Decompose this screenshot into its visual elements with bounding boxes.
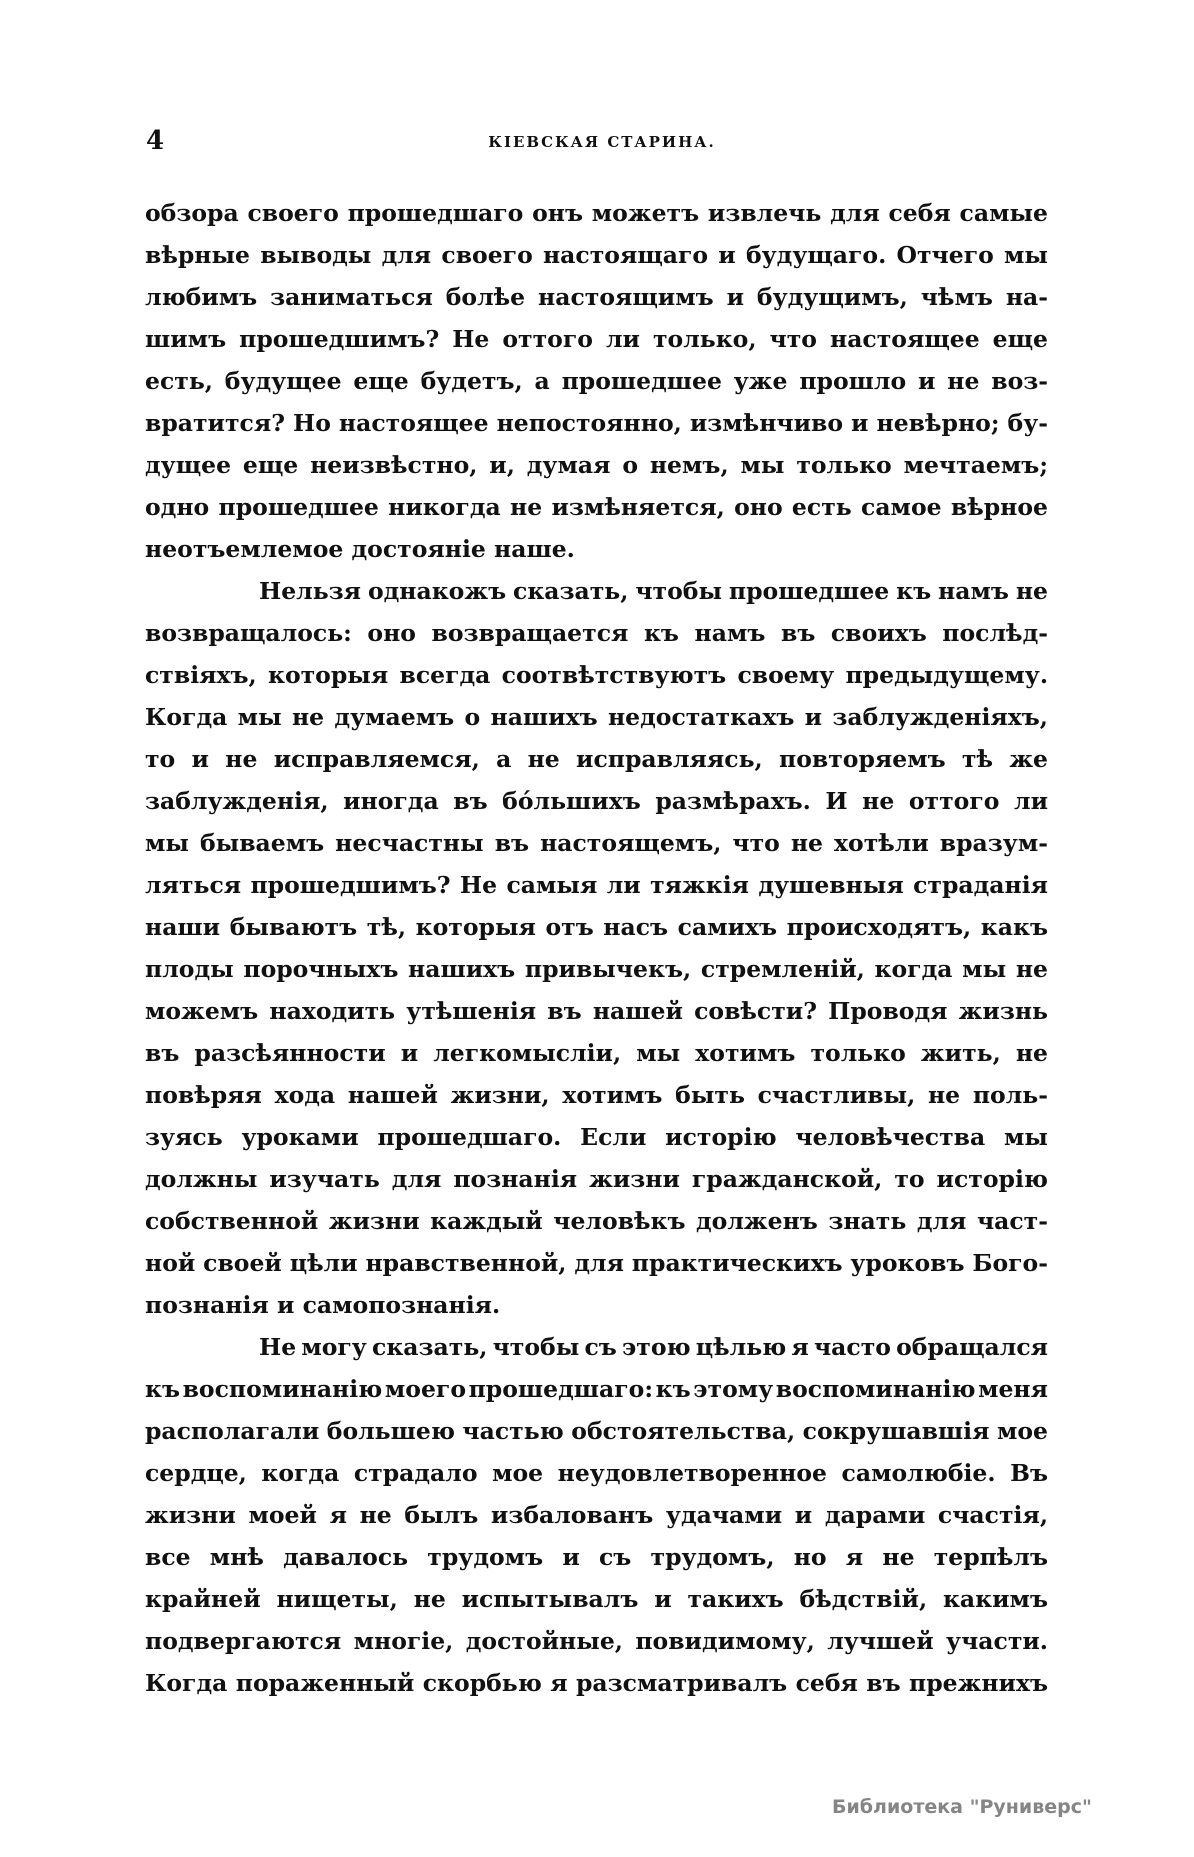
- text-line: можемъ находить утѣшенія въ нашей совѣсти? Проводя жизнь: [145, 997, 1048, 1025]
- text-line: въ разсѣянности и легкомысліи, мы хотимъ только жить, не: [145, 1039, 1048, 1067]
- text-line: ствіяхъ, которыя всегда соотвѣтствуютъ своему предыдущему.: [145, 661, 1048, 689]
- text-line: познанія и самопознанія.: [145, 1291, 501, 1319]
- text-line: то и не исправляемся, а не исправляясь, повторяемъ тѣ же: [145, 745, 1048, 773]
- text-line: неотъемлемое достояніе наше.: [145, 535, 575, 563]
- text-line: зуясь уроками прошедшаго. Если исторію человѣчества мы: [145, 1123, 1048, 1151]
- text-line: жизни моей я не былъ избалованъ удачами и дарами счастія,: [145, 1501, 1048, 1529]
- text-line: Нельзя однакожъ сказать, чтобы прошедшее къ намъ не: [259, 577, 1048, 605]
- text-line: наши бываютъ тѣ, которыя отъ насъ самихъ происходятъ, какъ: [145, 913, 1048, 941]
- running-title: КІЕВСКАЯ СТАРИНА.: [488, 133, 716, 151]
- text-line: сердце, когда страдало мое неудовлетворенное самолюбіе. Въ: [145, 1459, 1048, 1487]
- paragraph-2: [145, 570, 1048, 1326]
- text-line: Когда пораженный скорбью я разсматривалъ себя въ прежнихъ: [145, 1669, 1048, 1697]
- text-line: обзора своего прошедшаго онъ можетъ извлечь для себя самые: [145, 199, 1048, 227]
- paragraph-3: [145, 1326, 1048, 1704]
- text-line: собственной жизни каждый человѣкъ долженъ знать для част-: [145, 1207, 1048, 1235]
- text-line: любимъ заниматься болѣе настоящимъ и будущимъ, чѣмъ на-: [145, 283, 1048, 311]
- library-watermark: Библиотека "Руниверс": [832, 1796, 1092, 1818]
- text-line: должны изучать для познанія жизни гражданской, то исторію: [145, 1165, 1048, 1193]
- body-text: [145, 192, 1048, 1704]
- text-line: мы бываемъ несчастны въ настоящемъ, что не хотѣли вразум-: [145, 829, 1048, 857]
- text-line: дущее еще неизвѣстно, и, думая о немъ, мы только мечтаемъ;: [145, 451, 1048, 479]
- text-line: есть, будущее еще будетъ, а прошедшее уже прошло и не воз-: [145, 367, 1048, 395]
- text-line: ной своей цѣли нравственной, для практическихъ уроковъ Бого-: [145, 1249, 1048, 1277]
- text-line: повѣряя хода нашей жизни, хотимъ быть счастливы, не поль-: [145, 1081, 1048, 1109]
- paragraph-1: [145, 192, 1048, 570]
- text-line: вратится? Но настоящее непостоянно, измѣнчиво и невѣрно; бу-: [145, 409, 1048, 437]
- text-line: заблужденія, иногда въ бо́льшихъ размѣрахъ. И не оттого ли: [145, 787, 1048, 815]
- text-line: Когда мы не думаемъ о нашихъ недостаткахъ и заблужденіяхъ,: [145, 703, 1048, 731]
- text-line: шимъ прошедшимъ? Не оттого ли только, что настоящее еще: [145, 325, 1048, 353]
- text-line: крайней нищеты, не испытывалъ и такихъ бѣдствій, какимъ: [145, 1585, 1048, 1613]
- text-line: возвращалось: оно возвращается къ намъ въ своихъ послѣд-: [145, 619, 1048, 647]
- page-number: 4: [146, 126, 165, 156]
- text-line: къ воспоминанію моего прошедшаго: къ этому воспоминанію меня: [145, 1375, 1048, 1403]
- text-line: плоды порочныхъ нашихъ привычекъ, стремленій, когда мы не: [145, 955, 1048, 983]
- text-line: одно прошедшее никогда не измѣняется, оно есть самое вѣрное: [145, 493, 1048, 521]
- text-line: все мнѣ давалось трудомъ и съ трудомъ, но я не терпѣлъ: [145, 1543, 1048, 1571]
- text-line: вѣрные выводы для своего настоящаго и будущаго. Отчего мы: [145, 241, 1048, 269]
- text-line: Не могу сказать, чтобы съ этою цѣлью я часто обращался: [259, 1333, 1048, 1361]
- text-line: подвергаются многіе, достойные, повидимому, лучшей участи.: [145, 1627, 1048, 1655]
- text-line: располагали большею частью обстоятельства, сокрушавшія мое: [145, 1417, 1048, 1445]
- text-line: ляться прошедшимъ? Не самыя ли тяжкія душевныя страданія: [145, 871, 1048, 899]
